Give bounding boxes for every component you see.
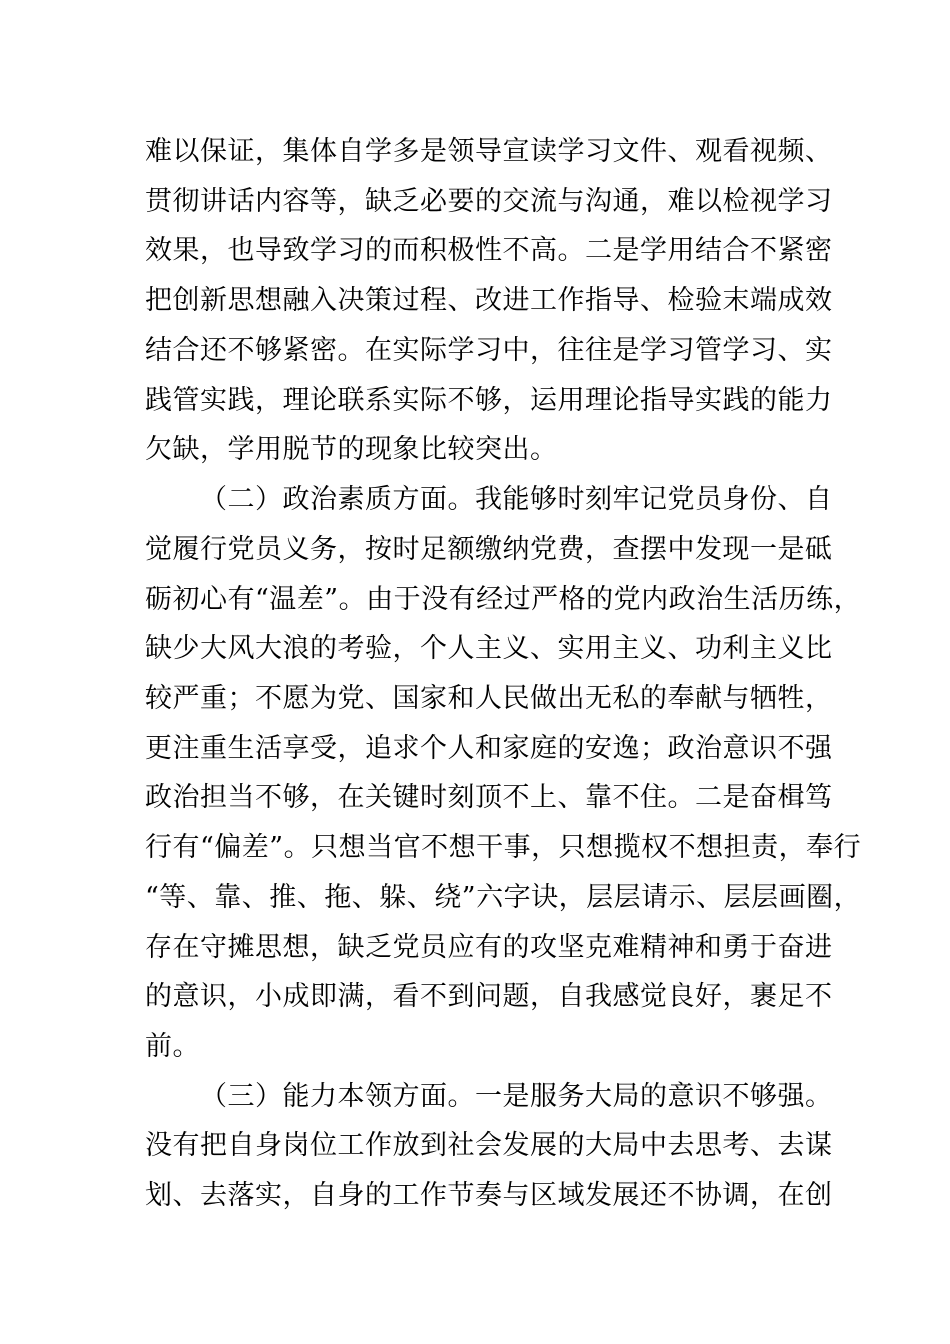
- text-line: 贯彻讲话内容等，缺乏必要的交流与沟通，难以检视学习: [145, 186, 833, 217]
- text-line: 觉履行党员义务，按时足额缴纳党费，查摆中发现一是砥: [145, 534, 833, 565]
- text-line: 把创新思想融入决策过程、改进工作指导、检验末端成效: [145, 285, 833, 316]
- text-line: 较严重；不愿为党、国家和人民做出无私的奉献与牺牲，: [145, 683, 833, 714]
- text-line: 的意识，小成即满，看不到问题，自我感觉良好，裹足不: [145, 981, 833, 1012]
- text-line: 践管实践，理论联系实际不够，运用理论指导实践的能力: [145, 385, 833, 416]
- text-line: 效果，也导致学习的而积极性不高。二是学用结合不紧密: [145, 235, 833, 266]
- text-line: 砺初心有“温差”。由于没有经过严格的党内政治生活历练，: [145, 584, 862, 615]
- text-line: “等、靠、推、拖、躲、绕”六字诀，层层请示、层层画圈，: [145, 882, 862, 913]
- text-line: 前。: [145, 1031, 200, 1062]
- text-line: 存在守摊思想，缺乏党员应有的攻坚克难精神和勇于奋进: [145, 932, 833, 963]
- text-line: 行有“偏差”。只想当官不想干事，只想揽权不想担责，奉行: [145, 832, 862, 863]
- text-line: 缺少大风大浪的考验，个人主义、实用主义、功利主义比: [145, 633, 833, 664]
- text-line: 政治担当不够，在关键时刻顶不上、靠不住。二是奋楫笃: [145, 782, 833, 813]
- paragraph-heading-political-quality: （二）政治素质方面。我能够时刻牢记党员身份、自: [200, 484, 833, 515]
- text-line: 难以保证，集体自学多是领导宣读学习文件、观看视频、: [145, 136, 833, 167]
- text-line: 欠缺，学用脱节的现象比较突出。: [145, 434, 558, 465]
- text-line: 划、去落实，自身的工作节奏与区域发展还不协调，在创: [145, 1180, 833, 1211]
- paragraph-heading-ability: （三）能力本领方面。一是服务大局的意识不够强。: [200, 1081, 833, 1112]
- text-line: 更注重生活享受，追求个人和家庭的安逸；政治意识不强: [145, 733, 833, 764]
- text-line: 结合还不够紧密。在实际学习中，往往是学习管学习、实: [145, 335, 833, 366]
- text-line: 没有把自身岗位工作放到社会发展的大局中去思考、去谋: [145, 1130, 833, 1161]
